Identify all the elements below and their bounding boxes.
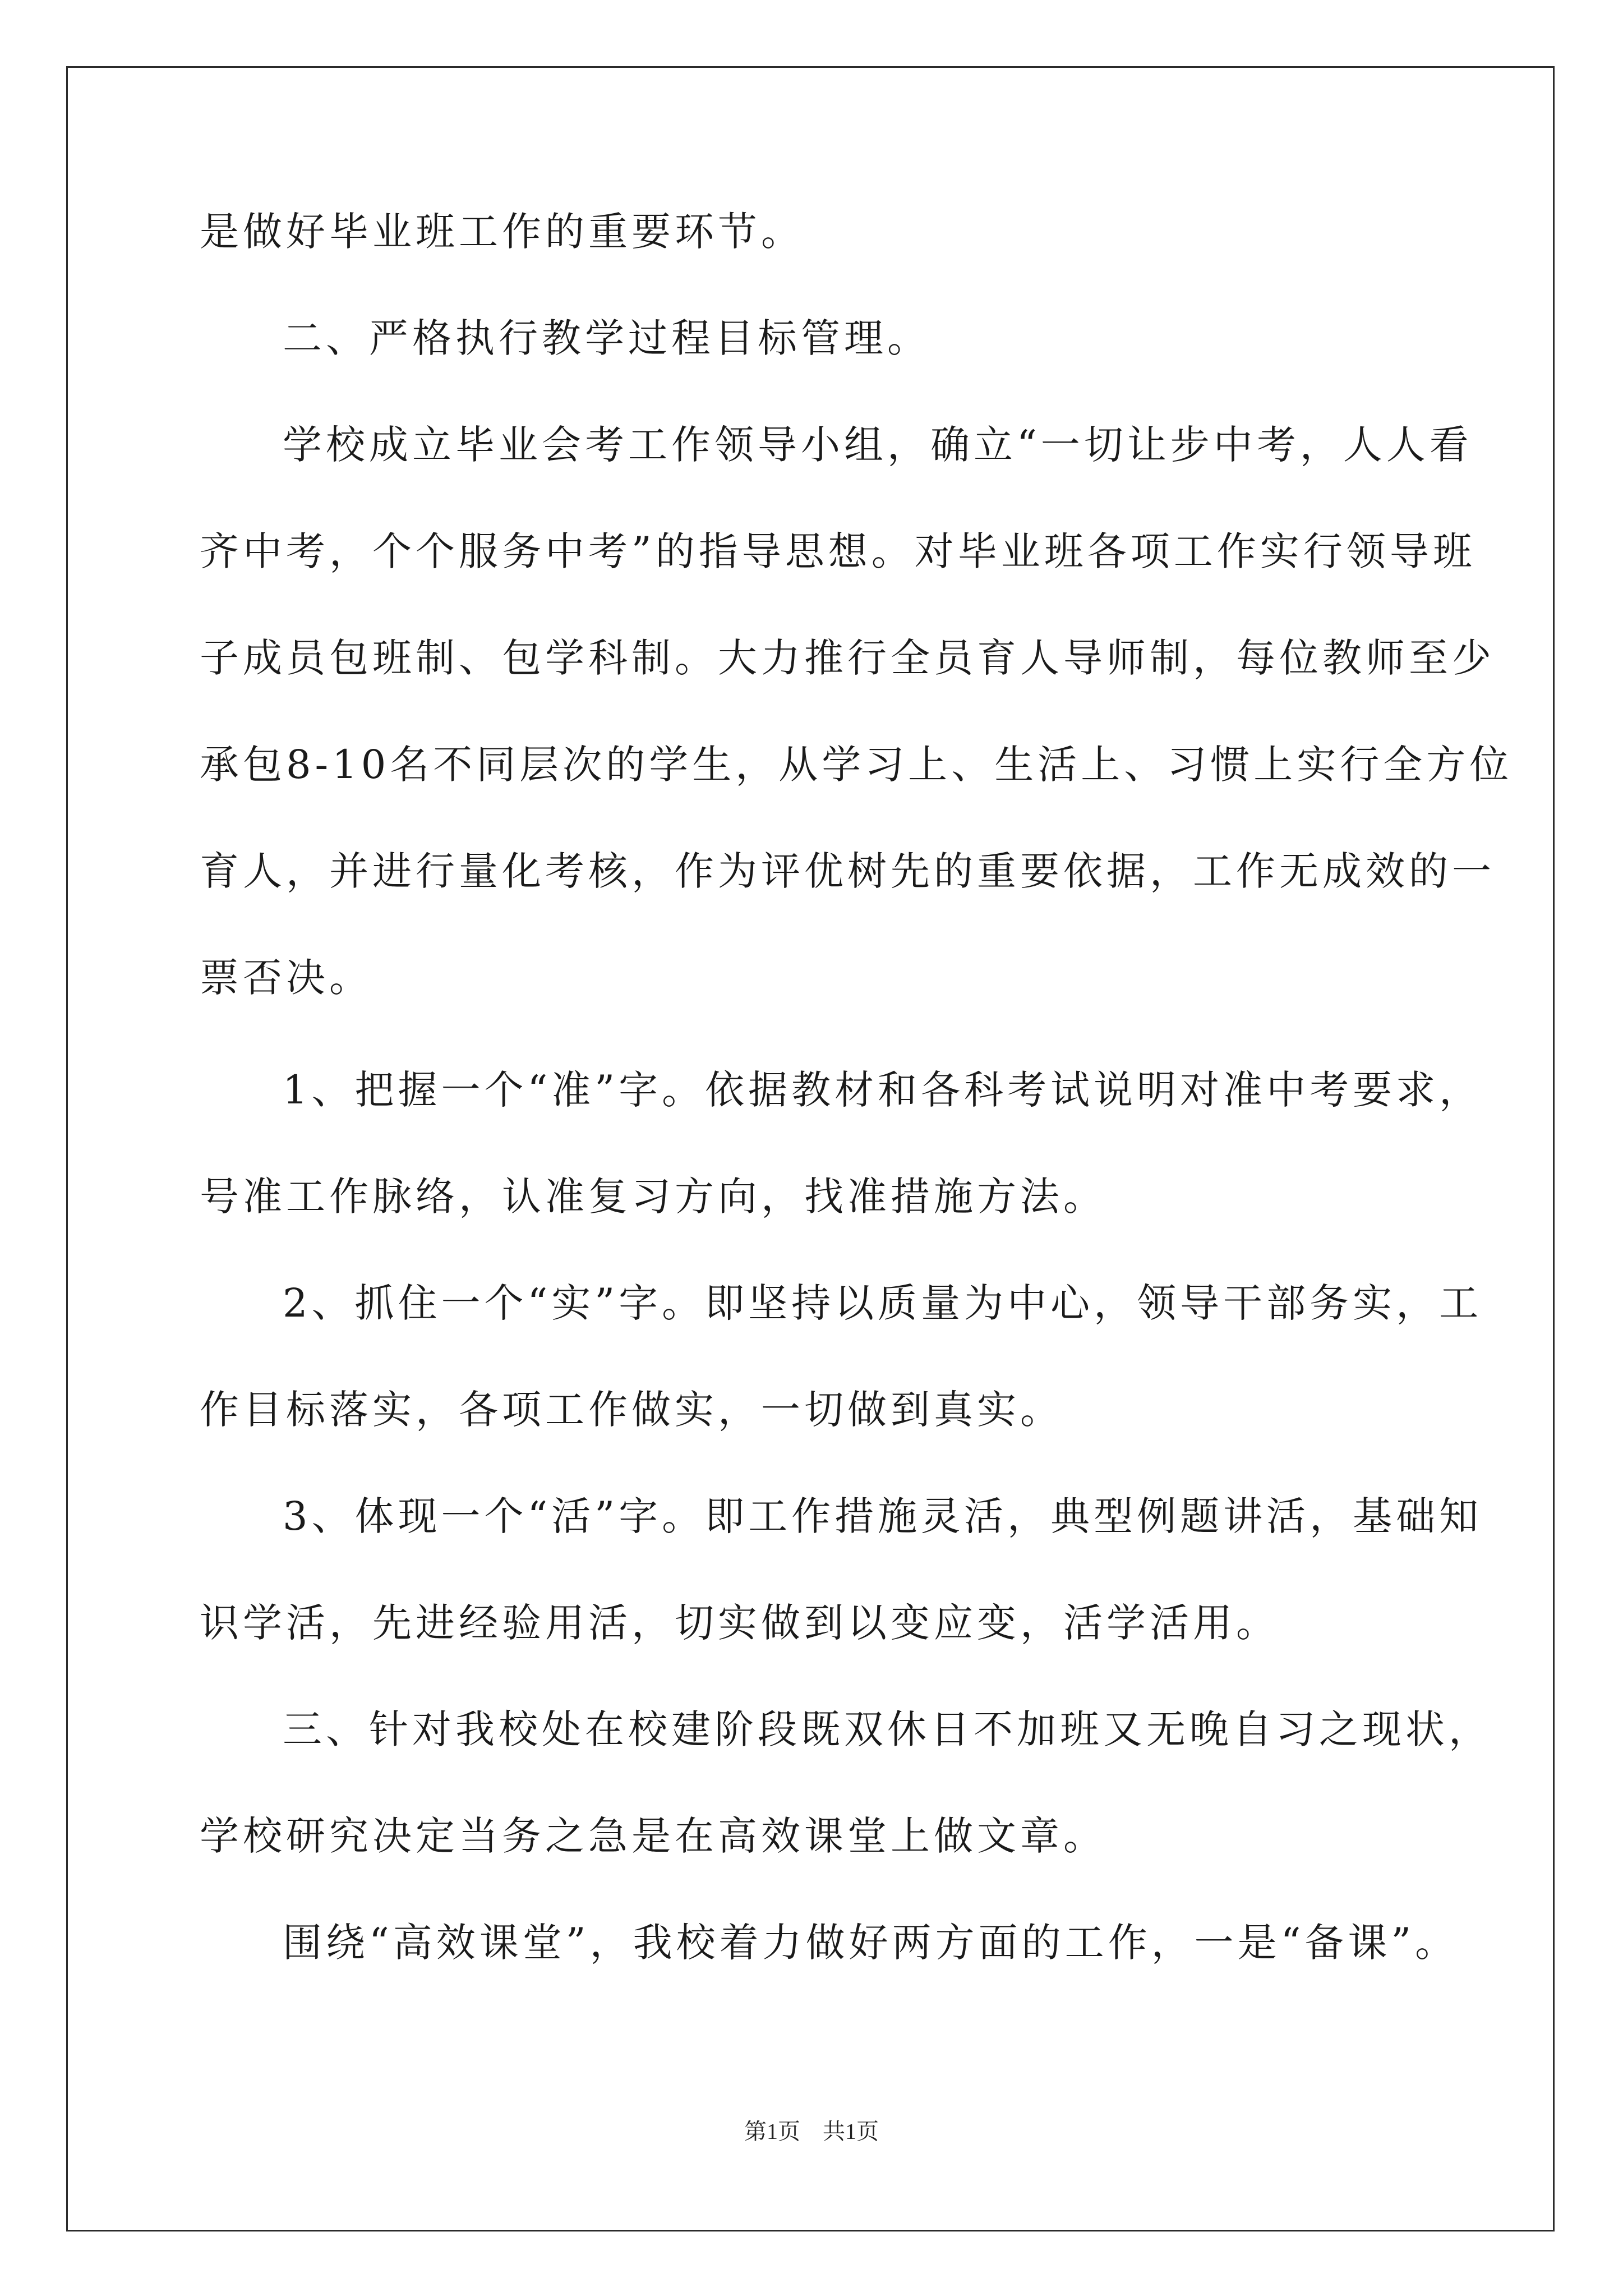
list-item-heading: 3、体现一个“活”字。即工作措施灵活，典型例题讲活，基础知 — [283, 1493, 1483, 1539]
page-border — [66, 66, 1555, 2231]
text-line: 票否决。 — [200, 955, 372, 1001]
page-footer: 第1页 共1页 — [744, 2119, 879, 2144]
text-line: 学校成立毕业会考工作领导小组，确立“一切让步中考，人人看 — [283, 422, 1473, 468]
section-heading: 三、针对我校处在校建阶段既双休日不加班又无晚自习之现状， — [283, 1706, 1492, 1752]
list-item-heading: 1、把握一个“准”字。依据教材和各科考试说明对准中考要求， — [283, 1067, 1483, 1113]
text-line: 学校研究决定当务之急是在高效课堂上做文章。 — [200, 1813, 1106, 1859]
text-line: 齐中考，个个服务中考”的指导思想。对毕业班各项工作实行领导班 — [200, 528, 1476, 574]
section-heading: 二、严格执行教学过程目标管理。 — [283, 315, 930, 361]
text-line: 作目标落实，各项工作做实，一切做到真实。 — [200, 1387, 1063, 1433]
text-line: 号准工作脉络，认准复习方向，找准措施方法。 — [200, 1174, 1106, 1220]
text-line: 是做好毕业班工作的重要环节。 — [200, 209, 804, 255]
text-line: 子成员包班制、包学科制。大力推行全员育人导师制，每位教师至少 — [200, 635, 1495, 681]
text-line: 识学活，先进经验用活，切实做到以变应变，活学活用。 — [200, 1600, 1279, 1646]
list-item-heading: 2、抓住一个“实”字。即坚持以质量为中心，领导干部务实，工 — [283, 1280, 1483, 1326]
text-line: 承包8-10名不同层次的学生，从学习上、生活上、习惯上实行全方位 — [200, 742, 1513, 788]
text-line: 围绕“高效课堂”，我校着力做好两方面的工作，一是“备课”。 — [283, 1920, 1459, 1966]
text-line: 育人，并进行量化考核，作为评优树先的重要依据，工作无成效的一 — [200, 848, 1495, 894]
